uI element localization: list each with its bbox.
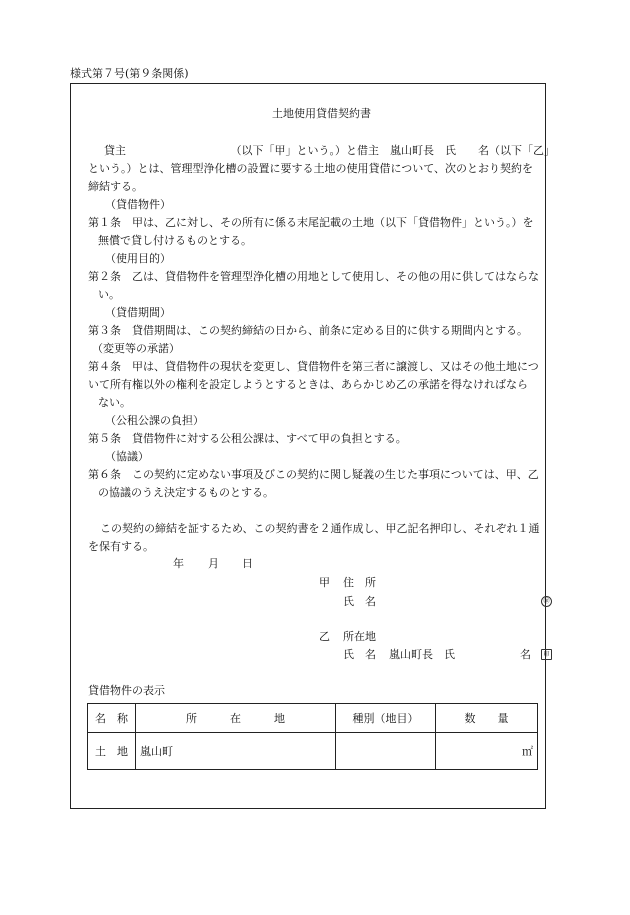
article-6-line-1: 第６条 この契約に定めない事項及びこの契約に関し疑義の生じた事項については、甲、乙 [88,468,539,481]
article-4-line-3: ない。 [98,396,131,409]
property-table [87,703,538,770]
article-3-line-1: 第３条 貸借期間は、この契約締結の日から、前条に定める目的に供する期間内とする。 [88,324,528,337]
date-month: 月 [208,557,219,570]
header-name: 名 称 [88,704,136,733]
preamble-line-3: 締結する。 [88,180,143,193]
article-6-line-2: の協議のうえ決定するものとする。 [98,486,274,499]
property-caption: 貸借物件の表示 [88,684,165,697]
date-year: 年 [173,557,184,570]
closing-line-2: を保有する。 [88,540,154,553]
article-2-heading: （使用目的） [105,252,171,265]
party-a-label: 甲 [319,576,330,589]
header-type: 種別（地目） [336,704,436,733]
article-2-line-2: い。 [98,288,120,301]
cell-type [336,733,436,770]
article-1-line-2: 無償で貸し付けるものとする。 [98,234,252,247]
article-2-line-1: 第２条 乙は、貸借物件を管理型浄化槽の用地として使用し、その他の用に供してはならな [88,270,539,283]
article-4-line-1: 第４条 甲は、貸借物件の現状を変更し、貸借物件を第三者に譲渡し、又はその他土地につ [88,360,539,373]
party-b-name-value: 嵐山町長 氏 [389,648,455,661]
cell-name: 土 地 [88,733,136,770]
document-title: 土地使用貸借契約書 [272,107,371,120]
party-b-address-label: 所在地 [343,630,376,643]
closing-line-1: この契約の締結を証するため、この契約書を２通作成し、甲乙記名押印し、それぞれ１通 [100,522,540,535]
party-b-name-tail: 名 [520,648,531,661]
article-4-line-2: いて所有権以外の権利を設定しようとするときは、あらかじめ乙の承諾を得なければなら [88,378,528,391]
party-b-name-label: 氏 名 [343,648,376,661]
table-row [88,733,538,770]
cell-quantity: ㎡ [436,733,538,770]
article-5-line-1: 第５条 貸借物件に対する公租公課は、すべて甲の負担とする。 [88,432,407,445]
header-location: 所 在 地 [136,704,336,733]
article-6-heading: （協議） [105,450,149,463]
party-a-seal-mark: ㊞ [541,596,552,607]
property-table-header-row [88,704,538,733]
form-number-label: 様式第７号(第９条関係) [70,67,189,80]
date-day: 日 [242,557,253,570]
party-a-address-label: 住 所 [343,576,376,589]
article-1-heading: （貸借物件） [105,198,171,211]
article-4-heading: （変更等の承諾） [92,342,180,355]
preamble-line-2: という。）とは、管理型浄化槽の設置に要する土地の使用貸借について、次のとおり契約を [88,162,534,175]
article-1-line-1: 第１条 甲は、乙に対し、その所有に係る末尾記載の土地（以下「貸借物件」という。）を [88,216,534,229]
preamble-line-1: 貸主 （以下「甲」という。）と借主 嵐山町長 氏 名（以下「乙」 [104,144,555,157]
header-quantity: 数 量 [436,704,538,733]
article-3-heading: （貸借期間） [105,306,171,319]
article-5-heading: （公租公課の負担） [105,414,204,427]
party-b-seal-mark: 印 [541,649,552,660]
cell-location: 嵐山町 [136,733,336,770]
party-b-label: 乙 [319,630,330,643]
party-a-name-label: 氏 名 [343,595,376,608]
